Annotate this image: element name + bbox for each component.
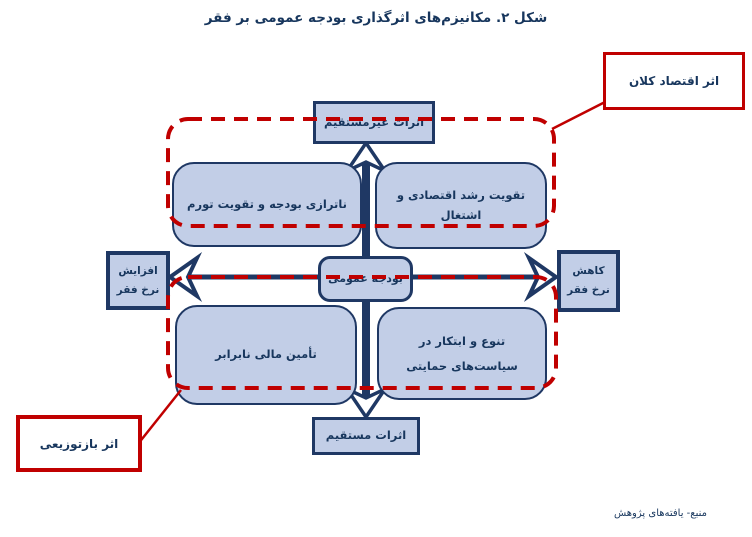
node-budget-imbalance bbox=[172, 162, 362, 247]
node-policy-innovation-label: تنوع و ابتکار در سیاست‌های حمایتی bbox=[406, 334, 518, 373]
node-poverty-decrease-line2: نرخ فقر bbox=[567, 284, 610, 296]
node-poverty-increase bbox=[106, 251, 170, 310]
node-unequal-financing-label: تأمین مالی نابرابر bbox=[215, 347, 317, 362]
node-policy-innovation bbox=[377, 307, 547, 400]
node-poverty-decrease bbox=[557, 250, 620, 312]
node-poverty-increase-line2: نرخ فقر bbox=[116, 283, 160, 296]
node-public-budget bbox=[318, 256, 413, 302]
node-indirect-effects-label: اثرات غیرمستقیم bbox=[323, 114, 425, 129]
node-public-budget-label: بودجه عمومی bbox=[328, 271, 403, 285]
callout-macro-effect bbox=[603, 52, 745, 110]
node-poverty-increase-line1: افزایش bbox=[118, 264, 158, 277]
callout-redistributive-effect-label: اثر بازتوزیعی bbox=[39, 436, 119, 451]
arrowhead-right-icon bbox=[529, 258, 556, 296]
node-budget-imbalance-label: ناترازی بودجه و تقویت تورم bbox=[187, 196, 347, 211]
node-poverty-decrease-line1: کاهش bbox=[572, 265, 605, 278]
node-unequal-financing bbox=[175, 305, 357, 405]
node-economic-growth bbox=[375, 162, 547, 249]
macro-effect-leader-line bbox=[552, 101, 607, 129]
node-indirect-effects bbox=[313, 101, 435, 144]
callout-macro-effect-label: اثر اقتصاد کلان bbox=[628, 74, 720, 88]
callout-redistributive-effect bbox=[16, 415, 142, 472]
figure-title: شکل ۲. مکانیزم‌های اثرگذاری بودجه عمومی بر فقر bbox=[204, 10, 548, 26]
node-direct-effects-label: اثرات مستقیم bbox=[325, 428, 407, 443]
node-economic-growth-label: تقویت رشد اقتصادی و اشتغال bbox=[396, 187, 526, 222]
arrowhead-left-icon bbox=[170, 258, 197, 296]
source-note: منبع- یافته‌های پژوهش bbox=[614, 508, 707, 519]
node-direct-effects bbox=[312, 417, 420, 455]
